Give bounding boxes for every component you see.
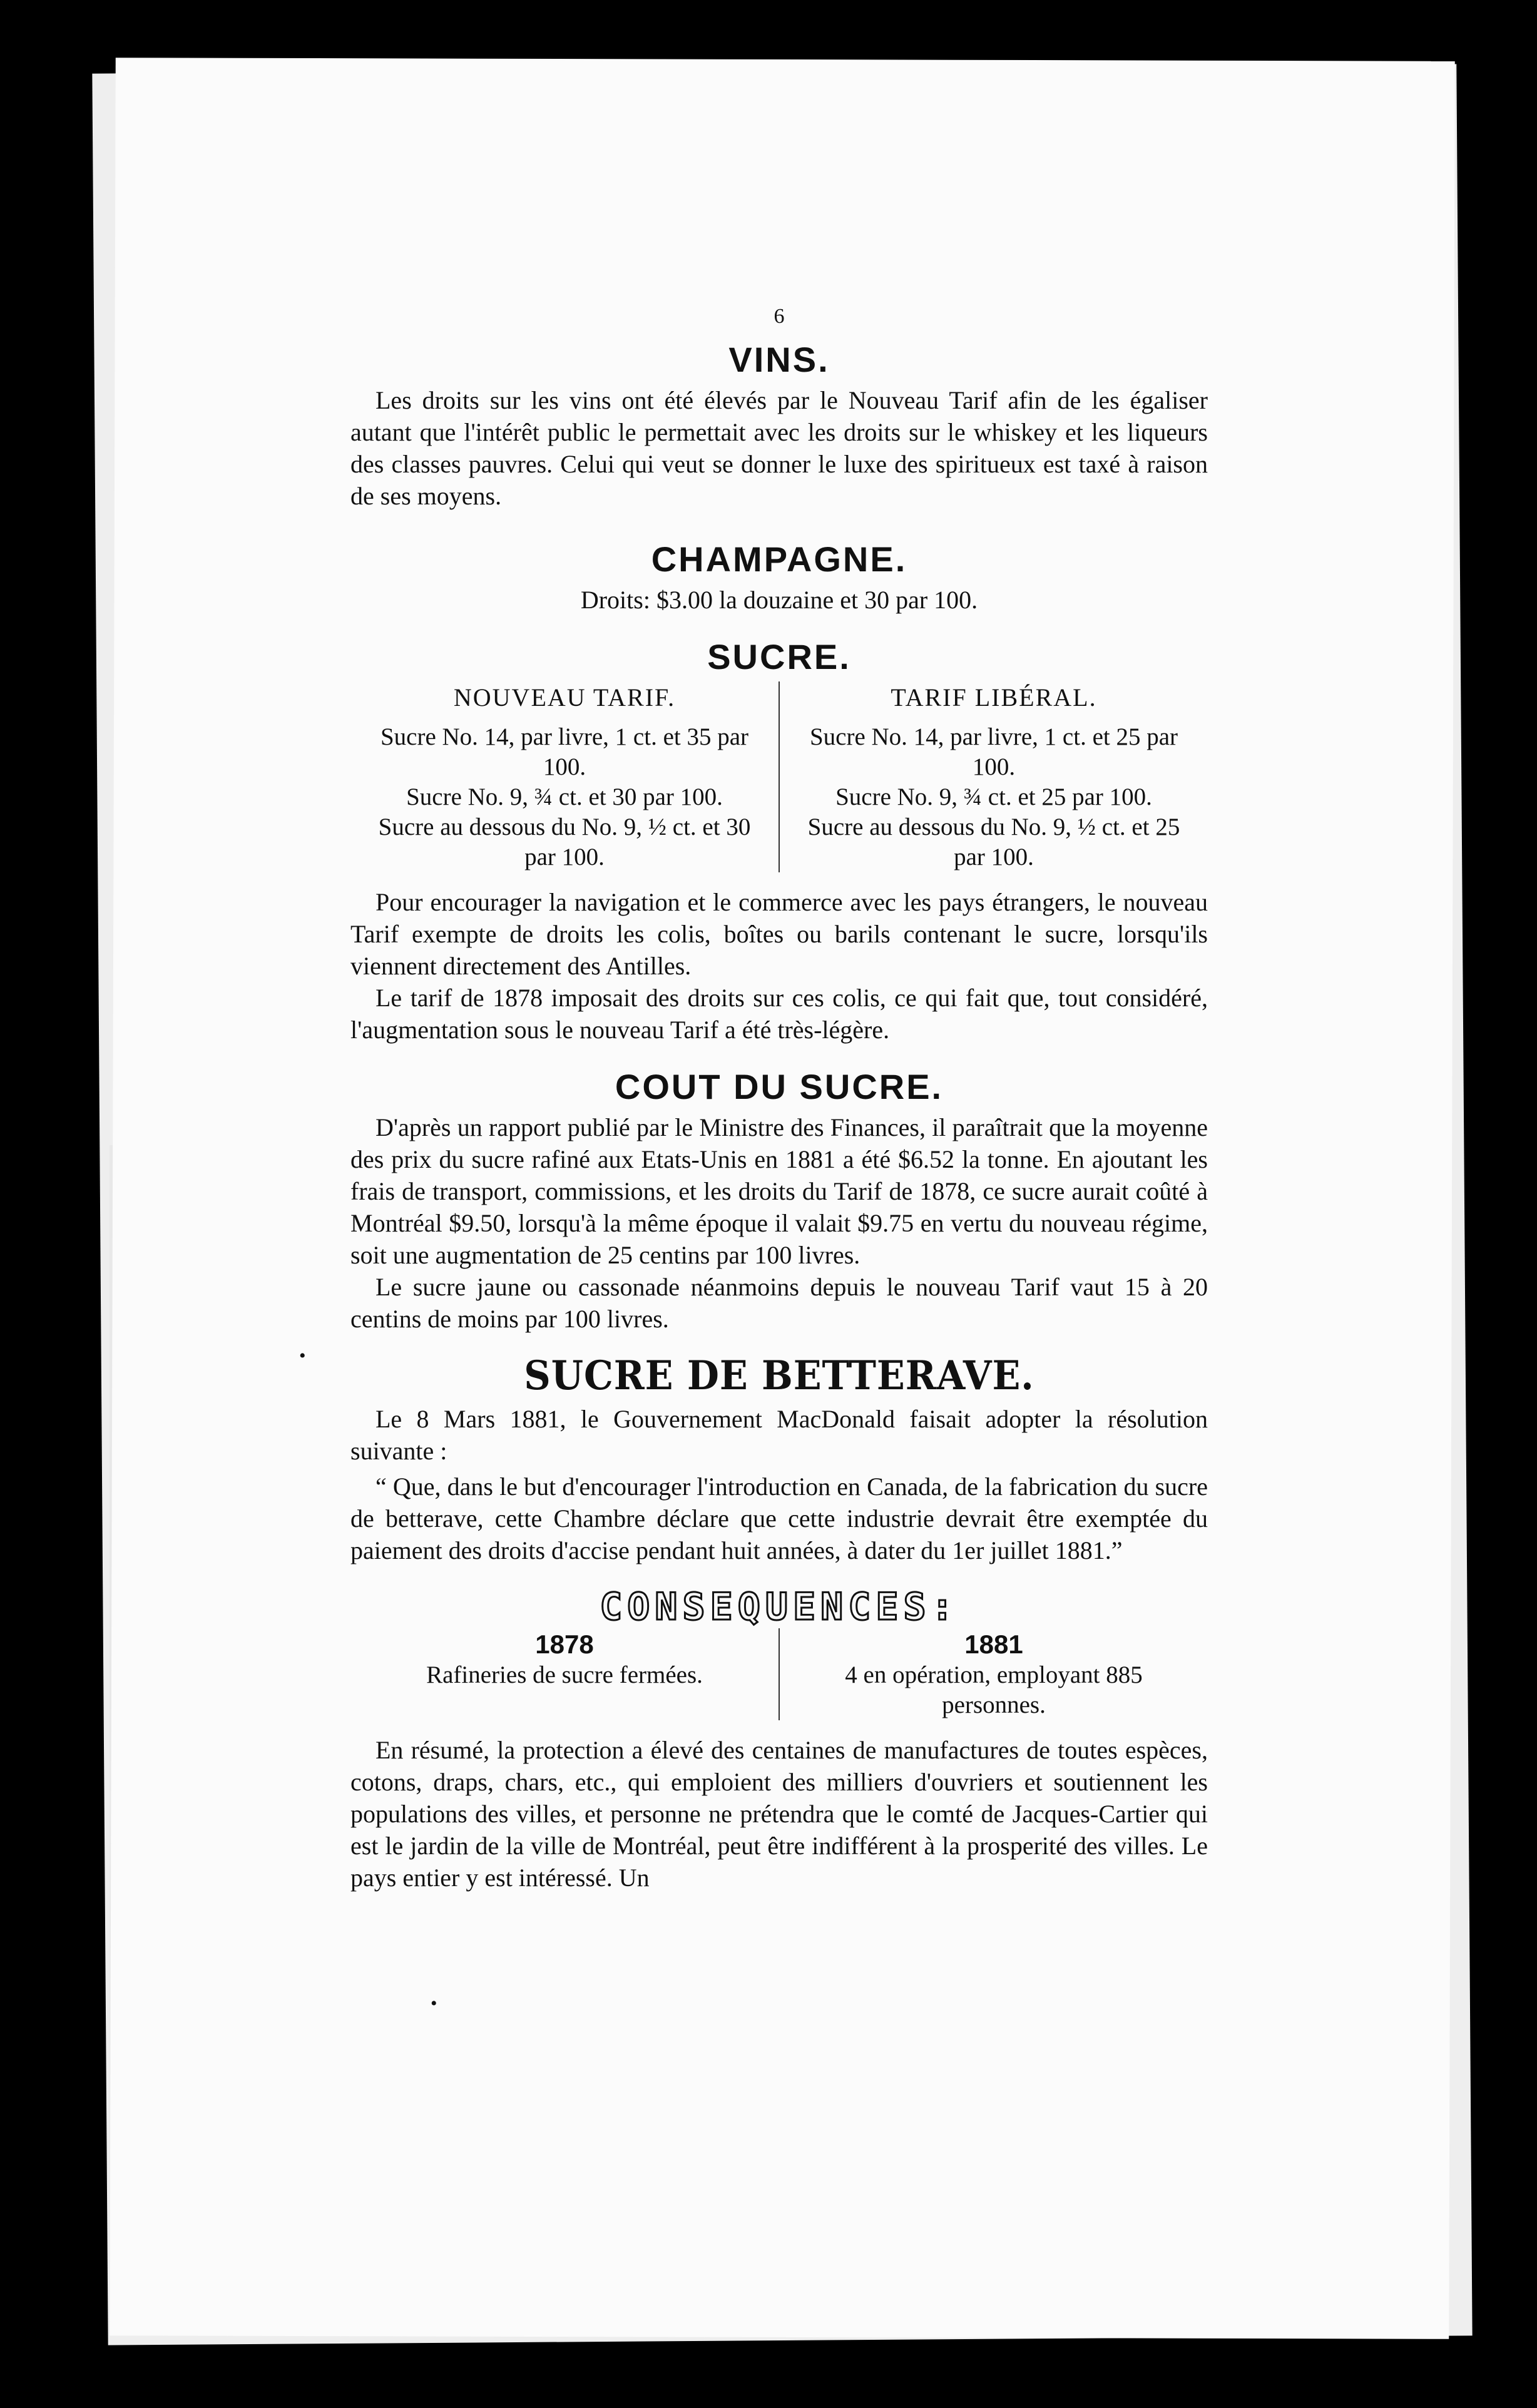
year-1881: 1881 [964,1630,1023,1659]
column-1878 [350,1628,780,1720]
heading-cout-du-sucre: COUT DU SUCRE. [615,1067,944,1106]
heading-sucre: SUCRE. [707,637,851,676]
paragraph-vins: Les droits sur les vins ont été élevés par le Nouveau Tarif afin de les égaliser autant que l'intérêt public le permettait avec les droits sur le whiskey et les liqueurs des classes pauvres. Celui qui veut se donner le luxe des spiritueux est taxé à raison de ses moyens. [350,386,1208,510]
paragraph-cout-2: Le sucre jaune ou cassonade néanmoins depuis le nouveau Tarif vaut 15 à 20 centins de moins par 100 livres. [350,1273,1208,1333]
tariff-line: Sucre No. 14, par livre, 1 ct. et 25 par 100. [809,723,1178,780]
ink-speck: • [431,1993,437,2014]
heading-sucre-de-betterave: SUCRE DE BETTERAVE. [524,1352,1034,1399]
paragraph-sucre-1: Pour encourager la navigation et le commerce avec les pays étrangers, le nouveau Tarif exempte de droits les colis, boîtes ou barils contenant le sucre, lorsqu'ils viennent directement des Antilles. [350,888,1208,980]
year-1878: 1878 [535,1630,594,1659]
paragraph-cout-1: D'après un rapport publié par le Ministre des Finances, il paraîtrait que la moyenne des prix du sucre rafiné aux Etats-Unis en 1881 a été $6.52 la tonne. En ajoutant les frais de transport, commissions, et les droits du Tarif de 1878, ce sucre aurait coûté à Montréal $9.50, lorsqu'à la même époque il valait $9.75 en vertu du nouveau régime, soit une augmentation de 25 centins par 100 livres. [350,1113,1208,1269]
paragraph-sucre-2: Le tarif de 1878 imposait des droits sur ces colis, ce qui fait que, tout considéré, l'augmentation sous le nouveau Tarif a été très-légère. [350,984,1208,1044]
tariff-line: Sucre No. 9, ¾ ct. et 25 par 100. [835,783,1152,810]
heading-consequences: CONSEQUENCES: [600,1585,959,1629]
page-content [350,300,1208,1894]
paragraph-betterave: Le 8 Mars 1881, le Gouvernement MacDonald faisait adopter la résolution suivante : [350,1405,1208,1465]
heading-vins: VINS. [728,340,830,379]
champagne-duties: Droits: $3.00 la douzaine et 30 par 100. [580,586,978,614]
consequences-comparison [350,1628,1208,1720]
tariff-line: Sucre No. 9, ¾ ct. et 30 par 100. [406,783,723,810]
page-number: 6 [774,305,785,328]
text-1878: Rafineries de sucre fermées. [426,1661,703,1688]
resolution-quote: “ Que, dans le but d'encourager l'introduction en Canada, de la fabrication du sucre de betterave, cette Chambre déclare que cette industrie devrait être exemptée du paiement des droits d'accise pendant huit années, à dater du 1er juillet 1881.” [350,1472,1208,1564]
heading-champagne: CHAMPAGNE. [651,539,907,579]
column-title-tarif-liberal: TARIF LIBÉRAL. [891,683,1097,712]
tariff-comparison [350,681,1208,872]
column-1881 [780,1628,1208,1720]
column-title-nouveau-tarif: NOUVEAU TARIF. [453,683,676,712]
text-1881: 4 en opération, employant 885 personnes. [845,1661,1143,1718]
tariff-line: Sucre au dessous du No. 9, ½ ct. et 25 par 100. [807,814,1180,870]
column-tarif-liberal [780,681,1208,872]
tariff-line: Sucre No. 14, par livre, 1 ct. et 35 par 100. [380,723,749,780]
ink-speck: • [299,1345,306,1366]
tariff-line: Sucre au dessous du No. 9, ½ ct. et 30 par 100. [378,814,751,870]
paragraph-resume: En résumé, la protection a élevé des centaines de manufactures de toutes espèces, cotons, draps, chars, etc., qui emploient des milliers d'ouvriers et soutiennent les populations des villes, et personne ne prétendra que le comté de Jacques-Cartier qui est le jardin de la ville de Montréal, peut être indifférent à la prosperité des villes. Le pays entier y est intéressé. Un [350,1736,1208,1892]
column-nouveau-tarif [350,681,780,872]
